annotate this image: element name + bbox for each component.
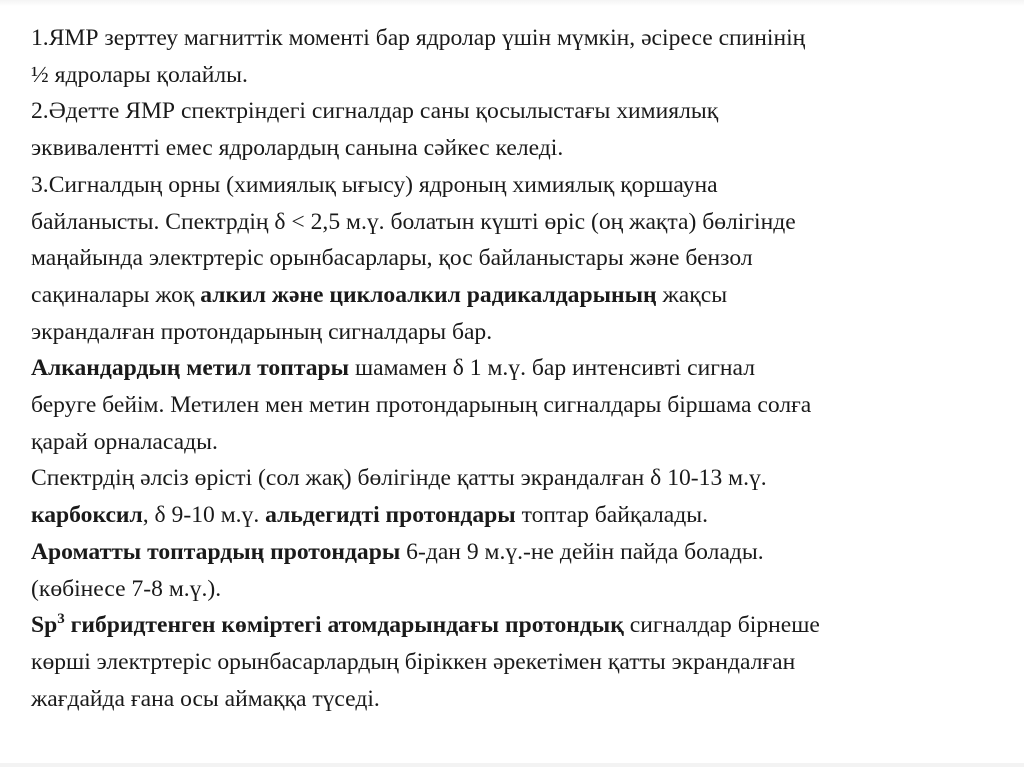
text-line [31,350,1006,387]
text-run: ½ ядролары қолайлы. [31,61,248,88]
text-line [31,460,1006,497]
text-run: жағдайда ғана осы аймаққа түседі. [31,685,380,712]
text-run: 2.Әдетте ЯМР спектріндегі сигналдар саны қосылыстағы химиялық [31,98,719,125]
text-run: 1.ЯМР зерттеу магниттік моменті бар ядролар үшін мүмкін, әсіресе спинінің [31,25,806,51]
text-run: эквивалентті емес ядролардың санына сәйкес келеді. [31,135,564,162]
text-line [31,93,1006,130]
bold-text: Алкандардың метил топтары [31,355,350,382]
text-line [31,607,1006,644]
text-run: қарай орналасады. [31,428,218,455]
text-run: сақиналары жоқ [31,281,201,308]
text-line [31,167,1006,204]
slide-top-border [0,0,1024,6]
bold-text: карбоксил [31,502,143,529]
text-run: (көбінесе 7-8 м.ү.). [31,575,222,602]
bold-text: алкил және циклоалкил радикалдарының [200,281,657,308]
text-run: көрші электртеріс орынбасарлардың біріккен әрекетімен қатты экрандалған [31,648,796,675]
text-run: 3.Сигналдың орны (химиялық ығысу) ядроның химиялық қоршауна [31,171,718,198]
slide-body-text [31,20,1006,717]
text-line [31,240,1006,277]
text-run: жақсы [656,281,728,308]
text-line [31,314,1006,351]
bold-text: альдегидті протондары [265,502,516,529]
text-line [31,20,1006,57]
text-line [31,534,1006,571]
text-run: байланысты. Спектрдің δ < 2,5 м.ү. болатын күшті өріс (оң жақта) бөлігінде [31,208,796,235]
text-line [31,644,1006,681]
text-line [31,387,1006,424]
text-run: топтар байқалады. [515,502,709,529]
text-run: , δ 9-10 м.ү. [142,502,266,529]
text-run: сигналдар бірнеше [623,612,820,639]
text-run: шамамен δ 1 м.ү. бар интенсивті сигнал [349,355,755,382]
text-run: Спектрдің әлсіз өрісті (сол жақ) бөлігінде қатты экрандалған δ 10-13 м.ү. [31,465,767,492]
text-line [31,681,1006,718]
bold-text: Ароматты топтардың протондары [31,538,401,565]
text-line [31,424,1006,461]
text-run: 6-дан 9 м.ү.-не дейін пайда болады. [400,538,764,565]
text-run: беруге бейім. Метилен мен метин протондарының сигналдары біршама солға [31,392,812,419]
text-line [31,204,1006,241]
text-line [31,497,1006,534]
text-run: экрандалған протондарының сигналдары бар. [31,318,493,345]
text-line [31,571,1006,608]
bold-text: Sp [31,612,58,639]
text-line [31,277,1006,314]
bold-text: гибридтенген көміртегі атомдарындағы протондық [64,612,624,639]
text-line [31,130,1006,167]
superscript-text: 3 [57,611,65,628]
slide-bottom-border [0,763,1024,767]
text-run: маңайында электртеріс орынбасарлары, қос байланыстары және бензол [31,245,753,272]
text-line [31,57,1006,94]
